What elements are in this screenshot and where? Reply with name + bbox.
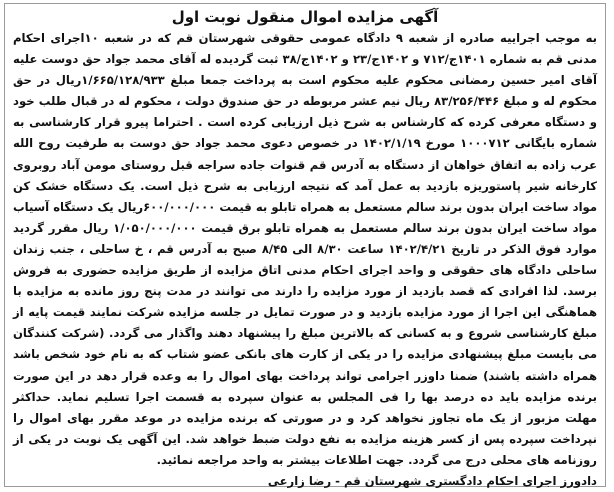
auction-notice [4,3,606,487]
notice-body: به موجب اجراییه صادره از شعبه ۹ دادگاه عمومی حقوقی شهرستان قم که در شعبه ۱۰اجرای احکام مدنی قم به شماره ۱۴۰۱ج/۷۱۲ و ۱۴۰۲ج/۲۳ و ۱۴۰۲ج/۳۸ ثبت گردیده له آقای محمد جواد حق دوست علیه آقای امیر حسین رمضانی محکوم علیه محکوم است به پرداخت جمعا مبلغ ۱/۶۶۵/۱۲۸/۹۳۳ریال در حق محکوم له و مبلغ ۸۳/۲۵۶/۴۴۶ ریال نیم عشر مربوطه در حق صندوق دولت ، محکوم له در قبال طلب خود و دستگاه معرفی کرده که کارشناس به شرح ذیل ارزیابی کرده است . احتراما پیرو قرار کارشناسی به شماره بایگانی ۱۰۰۰۷۱۲ مورخ ۱۴۰۲/۱/۱۹ در خصوص دعوی محمد جواد حق دوست به طرفیت روح الله عرب زاده به اتفاق خواهان از دستگاه به آدرس قم قنوات جاده سراجه قبل روستای مومن آباد روبروی کارخانه شیر پاستوریزه بازدید به عمل آمد که نتیجه ارزیابی به شرح ذیل است. یک دستگاه خشک کن مواد ساخت ایران بدون برند سالم مستعمل به همراه تابلو به قیمت ۶۰۰/۰۰۰/۰۰۰ریال یک دستگاه آسیاب مواد ساخت ایران بدون برند سالم مستعمل به همراه تابلو برق قیمت ۱/۰۵۰/۰۰۰/۰۰۰ ریال مقرر گردید موارد فوق الذکر در تاریخ ۱۴۰۲/۴/۲۱ ساعت ۸/۳۰ الی ۸/۴۵ صبح به آدرس قم ، خ ساحلی ، جنب زندان ساحلی دادگاه های حقوقی و واحد اجرای احکام مدنی اتاق مزایده از طریق مزایده حضوری به فروش برسد. لذا افرادی که قصد بازدید از مورد مزایده را دارند می توانند در مدت پنج روز مانده به مزایده با هماهنگی این اجرا از مورد مزایده بازدید و در صورت تمایل در جلسه مزایده شرکت نمایند قیمت پایه از مبلغ کارشناسی شروع و به کسانی که بالاترین مبلغ را پیشنهاد دهند واگذار می گردد. (شرکت کنندگان می بایست مبلغ پیشنهادی مزایده را در یکی از کارت های بانکی عضو شتاب که به نام خود شخص باشد همراه داشته باشند) ضمنا داوزر اجرامی تواند پرداخت بهای اموال را به وعده قرار دهد در این صورت برنده مزایده باید ده درصد بها را فی المجلس به عنوان سپرده به قسمت اجرا تسلیم نماید. حداکثر مهلت مزبور از یک ماه تجاوز نخواهد کرد و در صورتی که برنده مزایده در موعد مقرر بهای اموال را نپرداخت سپرده پس از کسر هزینه مزایده به نفع دولت ضبط خواهد شد. این آگهی یک نوبت در یکی از روزنامه های محلی درج می گردد. جهت اطلاعات بیشتر به واحد مراجعه نمائید. [13,31,598,467]
notice-title: آگهی مزایده اموال منقول نوبت اول [171,8,439,26]
notice-signature: دادورز اجرای احکام دادگستری شهرستان قم - رضا زارعی [267,473,597,488]
